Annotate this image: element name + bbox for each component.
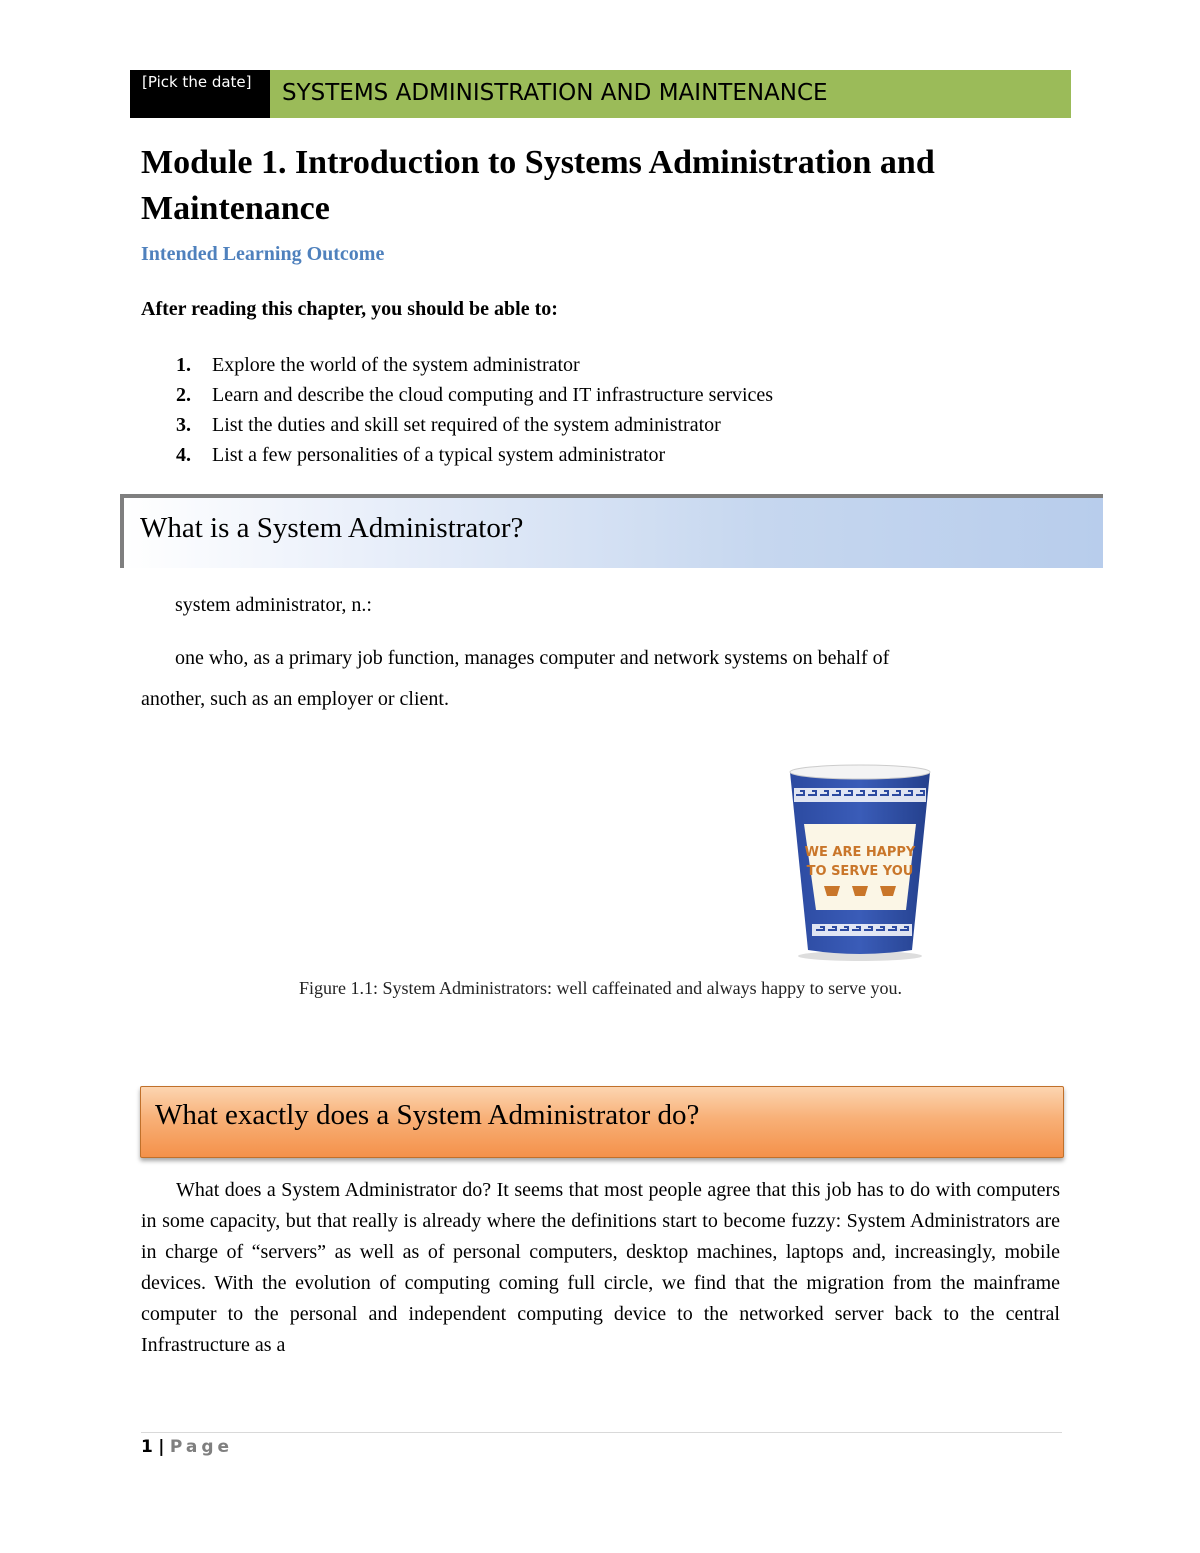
list-item xyxy=(141,350,773,380)
coffee-cup-icon xyxy=(780,762,940,962)
header-date: [Pick the date] xyxy=(130,70,270,118)
outcome-list xyxy=(141,350,773,470)
footer-divider xyxy=(141,1432,1062,1433)
page-footer xyxy=(141,1437,233,1457)
definition-line-2: another, such as an employer or client. xyxy=(141,688,449,710)
section-heading-what-is xyxy=(120,494,1103,568)
list-text: List the duties and skill set required of the system administrator xyxy=(212,414,721,436)
list-text: List a few personalities of a typical system administrator xyxy=(212,444,666,466)
section-heading-text: What is a System Administrator? xyxy=(140,512,524,544)
list-number: 3. xyxy=(176,414,191,436)
figure-caption: Figure 1.1: System Administrators: well caffeinated and always happy to serve you. xyxy=(299,978,903,998)
list-number: 2. xyxy=(176,384,191,406)
list-item xyxy=(141,410,773,440)
definition-line-1: one who, as a primary job function, manages computer and network systems on behalf of xyxy=(175,647,890,669)
page-number: 1 xyxy=(141,1437,153,1457)
module-title: Module 1. Introduction to Systems Administration and Maintenance xyxy=(141,144,935,227)
cup-text-line-2: TO SERVE YOU xyxy=(806,864,914,879)
section-heading-what-do xyxy=(140,1086,1064,1158)
list-text: Learn and describe the cloud computing and IT infrastructure services xyxy=(212,384,774,406)
page-word: Page xyxy=(169,1437,234,1457)
definition-term: system administrator, n.: xyxy=(175,594,372,616)
list-item xyxy=(141,440,773,470)
cup-text-line-1: WE ARE HAPPY xyxy=(804,845,916,860)
coffee-cup-figure xyxy=(780,762,940,962)
list-number: 4. xyxy=(176,444,191,466)
body-paragraph-text: What does a System Administrator do? It seems that most people agree that this job has to do with computers in some capacity, but that really is already where the definitions start to become fuzzy: System Administrators are in charge of “servers” as well as of personal computers, desktop machines, laptops and, increasingly, mobile devices. With the evolution of computing coming full circle, we find that the migration from the mainframe computer to the personal and independent computing device to the networked server back to the central Infrastructure as a xyxy=(141,1179,1060,1356)
list-text: Explore the world of the system administrator xyxy=(212,354,580,376)
outcome-lead: After reading this chapter, you should be able to: xyxy=(141,298,558,320)
outcome-heading: Intended Learning Outcome xyxy=(141,243,385,265)
footer-separator: | xyxy=(158,1437,165,1457)
list-number: 1. xyxy=(176,354,191,376)
section-heading-text: What exactly does a System Administrator do? xyxy=(155,1099,700,1131)
header-title: SYSTEMS ADMINISTRATION AND MAINTENANCE xyxy=(270,70,1071,118)
body-paragraph xyxy=(141,1175,1060,1361)
list-item xyxy=(141,380,773,410)
